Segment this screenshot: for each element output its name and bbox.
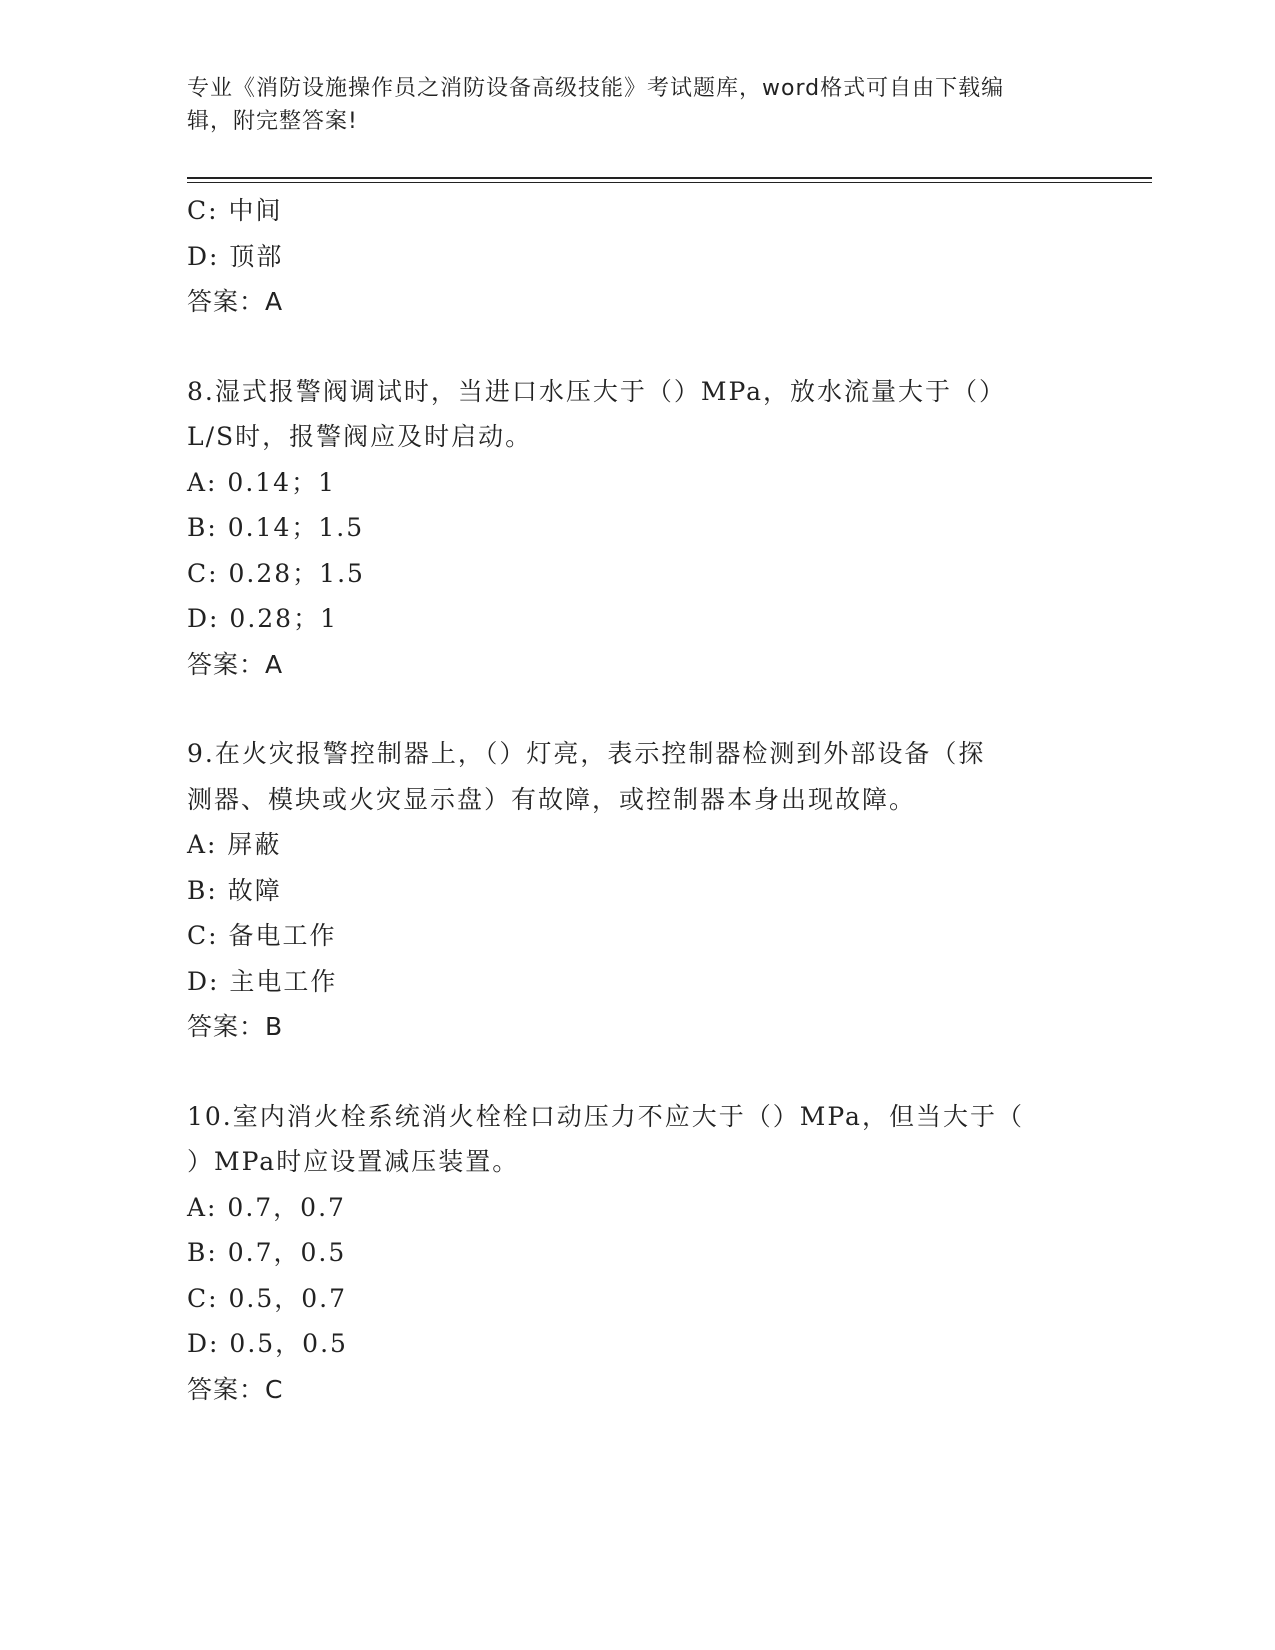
question-9 [187,731,1067,1050]
option-a: A: 0.14；1 [187,467,336,497]
answer: 答案：A [187,649,284,679]
answer: 答案：C [187,1374,284,1404]
question-text-line-2: 测器、模块或火灾显示盘）有故障，或控制器本身出现故障。 [187,784,917,814]
question-7-continued [187,188,1067,325]
question-8 [187,369,1067,688]
option-b: B: 0.14；1.5 [187,513,365,542]
option-c: C: 0.28；1.5 [187,558,365,588]
option-a: A: 屏蔽 [187,830,282,859]
question-text-line-1: 10.室内消火栓系统消火栓栓口动压力不应大于（）MPa，但当大于（ [187,1101,1024,1131]
option-c: C: 0.5，0.7 [187,1283,348,1313]
header-divider-thick [187,177,1152,179]
question-10 [187,1094,1067,1413]
question-text-line-1: 9.在火灾报警控制器上，（）灯亮，表示控制器检测到外部设备（探 [187,739,986,768]
option-b: B: 0.7，0.5 [187,1238,347,1267]
question-list [187,188,1067,1412]
answer: 答案：A [187,287,284,316]
option-d: D: 0.28；1 [187,604,338,633]
option-d: D: 主电工作 [187,966,338,996]
header-line-1: 专业《消防设施操作员之消防设备高级技能》考试题库，word格式可自由下载编 [187,76,1005,101]
header-line-2: 辑，附完整答案! [187,109,358,134]
option-d: D: 0.5，0.5 [187,1329,348,1358]
answer: 答案：B [187,1012,284,1041]
option-b: B: 故障 [187,875,282,905]
option-c: C: 中间 [187,196,283,225]
header-divider-thin [187,182,1152,183]
question-text-line-1: 8.湿式报警阀调试时，当进口水压大于（）MPa，放水流量大于（） [187,376,1007,406]
question-text-line-2: ）MPa时应设置减压装置。 [187,1147,520,1176]
option-a: A: 0.7，0.7 [187,1192,346,1222]
option-d: D: 顶部 [187,241,284,271]
option-c: C: 备电工作 [187,921,337,950]
question-text-line-2: L/S时，报警阀应及时启动。 [187,422,533,451]
document-header [187,72,1067,138]
